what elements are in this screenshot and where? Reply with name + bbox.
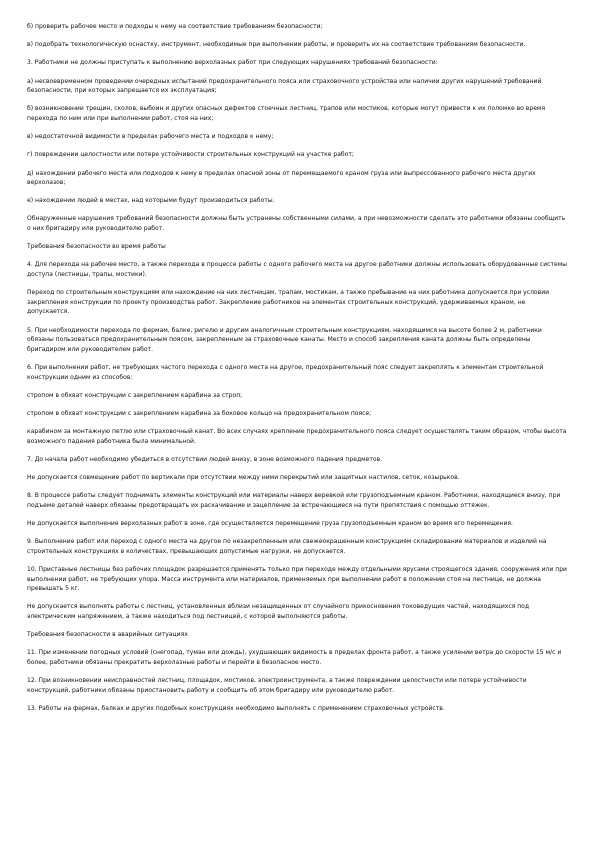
clause-11: 11. При изменении погодных условий (снегопад, туман или дождь), ухудшающих видимость в пределах фронта работ, а также усилении ветра до скорости 15 м/с и более, работники обязаны прекратить верхолазные работы и перейти в безопасное место.	[27, 649, 562, 666]
clause-5: 5. При необходимости перехода по фермам, балке, ригелю и другим аналогичным строительным конструкциям, находящимся на высоте более 2 м, работники обязаны пользоваться предохранительным поясом, закрепленным за страховочные канаты. Место и способ закрепления каната должны быть определены бригадиром или руководителем работ.	[27, 326, 542, 353]
clause-7: 7. До начала работ необходимо убедиться в отсутствии людей внизу, в зоне возможного падения предметов.	[27, 455, 383, 463]
clause-7-note: Не допускается совмещение работ по вертикали при отсутствии между ними перекрытий или защитных настилов, сеток, козырьков.	[27, 474, 460, 482]
clause-6-method-2: стропом в обхват конструкции с закреплением карабина за боковое кольцо на предохранительном поясе;	[27, 409, 372, 417]
clause-8: 8. В процессе работы следует поднимать элементы конструкций или материалы наверх веревкой или грузоподъемным краном. Работники, находящиеся внизу, при подъеме деталей наверх обязаны предотвращать их раскачивание и зацепление за встречающиеся на пути препятствия с помощью оттяжек.	[27, 492, 561, 509]
clause-8-note: Не допускается выполнение верхолазных работ в зоне, где осуществляется перемещение груза грузоподъемным краном во время его перемещения.	[27, 520, 513, 528]
clause-13: 13. Работы на фермах, балках и других подобных конструкциях необходимо выполнять с применением страховочных устройств.	[27, 704, 445, 712]
clause-3-item-e: е) нахождении людей в местах, над которыми будут производиться работы.	[27, 197, 275, 205]
clause-12: 12. При возникновении неисправностей лестниц, площадок, мостиков, электроинструмента, а также повреждении целостности или потере устойчивости конструкций, работники обязаны приостановить работу и сообщить об этом бригадиру или руководителю работ.	[27, 677, 527, 694]
clause-3-item-g: г) повреждении целостности или потере устойчивости строительных конструкций на участке работ;	[27, 151, 354, 159]
clause-4-transition-note: Переход по строительным конструкциям или нахождение на них лестницам, трапам, мостикам, а также пребывание на них работника допускается при условии закрепления конструкции по проекту производства работ. Закрепление работников на элементах строительных конструкций, удерживаемых краном, не допускается.	[27, 289, 550, 316]
clause-10-note: Не допускается выполнять работы с лестниц, установленных вблизи незащищенных от случайного прикосновения токоведущих частей, находящихся под электрическим напряжением, а также находиться под лестницей, с которой выполняются работы.	[27, 603, 530, 620]
clause-3: 3. Работники не должны приступать к выполнению верхолазных работ при следующих нарушениях требований безопасности:	[27, 59, 438, 67]
violations-note: Обнаруженные нарушения требований безопасности должны быть устранены собственными силами, а при невозможности сделать это работники обязаны сообщить о них бригадиру или руководителю работ.	[27, 215, 566, 233]
clause-3-item-b: б) возникновении трещин, сколов, выбоин и других опасных дефектов стоечных лестниц, трапов или мостиков, которые могут привести к их поломке во время перехода по ним или при выполнении работ, стоя на них;	[27, 105, 546, 122]
clause-10: 10. Приставные лестницы без рабочих площадок разрешается применять только при переходе между отдельными ярусами строящегося здания, сооружения или при выполнении работ, не требующих упора. Масса инструмента или материалов, применяемых при выполнении работ в положении стоя на лестнице, не должна превышать 5 кг.	[27, 566, 567, 593]
section-heading-emergency: Требования безопасности в аварийных ситуациях	[27, 631, 188, 639]
clause-4: 4. Для перехода на рабочее место, а также перехода в процессе работы с одного рабочего места на другое работники должны использовать оборудованные системы доступа (лестницы, трапы, мостики).	[27, 261, 568, 279]
clause-3-item-v: в) недостаточной видимости в пределах рабочего места и подходов к нему;	[27, 133, 274, 141]
clause-9: 9. Выполнение работ или переход с одного места на другое по незакрепленным или свежеокрашенным конструкциям складирование материалов и изделий на строительных конструкциях в количествах, превышающих допустимые нагрузки, не допускается.	[27, 538, 547, 555]
clause-6: 6. При выполнении работ, не требующих частого перехода с одного места на другое, предохранительный пояс следует закреплять к элементам строительной конструкции одним из способов:	[27, 363, 544, 381]
clause-6-method-3: карабином за монтажную петлю или страховочный канат. Во всех случаях крепление предохранительного пояса следует осуществлять таким образом, чтобы высота возможного падения работника была минимальной.	[27, 428, 567, 445]
clause-3-item-a: а) несвоевременном проведении очередных испытаний предохранительного пояса или страховочного устройства или наличии других нарушений требований безопасности, при которых запрещается их эксплуатация;	[27, 77, 542, 95]
section-heading-during-work: Требования безопасности во время работы	[27, 243, 166, 251]
clause-6-method-1: стропом в обхват конструкции с закреплением карабина за строп;	[27, 391, 243, 399]
list-item-v-select-tools: в) подобрать технологическую оснастку, инструмент, необходимые при выполнении работы, и проверить их на соответствие требованиям безопасности.	[27, 41, 526, 49]
document-page	[27, 22, 569, 722]
clause-3-item-d: д) нахождении рабочего места или подходов к нему в пределах опасной зоны от перемещаемого краном груза или выпрессованного рабочего места других верхолазов;	[27, 169, 536, 187]
list-item-b-check-workplace: б) проверить рабочее место и подходы к нему на соответствие требованиям безопасности;	[27, 23, 323, 30]
